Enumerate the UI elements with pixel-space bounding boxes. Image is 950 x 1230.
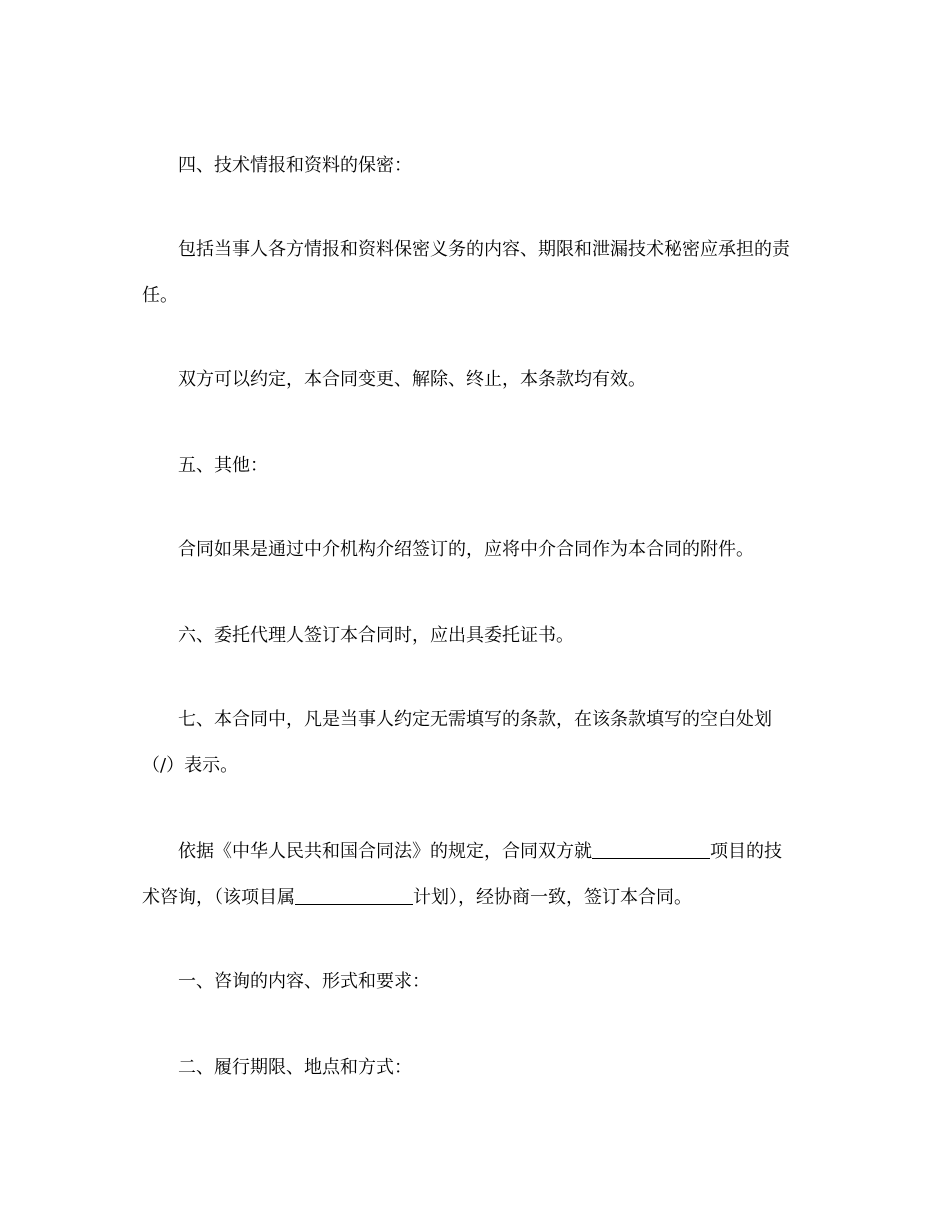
basis-line-1-text: 依据《中华人民共和国合同法》的规定，合同双方就 bbox=[178, 841, 592, 862]
clause-7-line-1: 七、本合同中，凡是当事人约定无需填写的条款，在该条款填写的空白处划 bbox=[178, 709, 772, 730]
basis-line-1 bbox=[178, 840, 858, 864]
clause-4-body-line-1: 包括当事人各方情报和资料保密义务的内容、期限和泄漏技术秘密应承担的责 bbox=[178, 239, 790, 260]
clause-4-validity: 双方可以约定，本合同变更、解除、终止，本条款均有效。 bbox=[178, 369, 646, 390]
clause-7-line-2: （/）表示。 bbox=[142, 755, 239, 776]
basis-line-2 bbox=[142, 886, 822, 910]
basis-line-2-tail: 计划），经协商一致，签订本合同。 bbox=[413, 887, 692, 908]
clause-4-body-line-2: 任。 bbox=[142, 285, 178, 306]
basis-line-2-text: 术咨询，（该项目属 bbox=[142, 887, 295, 908]
section-1-heading: 一、咨询的内容、形式和要求： bbox=[178, 971, 430, 992]
section-2-heading: 二、履行期限、地点和方式： bbox=[178, 1057, 412, 1078]
clause-5-heading: 五、其他： bbox=[178, 455, 268, 476]
plan-name-blank[interactable] bbox=[295, 886, 413, 905]
clause-5-body: 合同如果是通过中介机构介绍签订的，应将中介合同作为本合同的附件。 bbox=[178, 539, 754, 560]
clause-4-heading: 四、技术情报和资料的保密： bbox=[178, 155, 412, 176]
clause-6: 六、委托代理人签订本合同时，应出具委托证书。 bbox=[178, 625, 574, 646]
project-name-blank[interactable] bbox=[592, 840, 710, 859]
basis-line-1-tail: 项目的技 bbox=[710, 841, 782, 862]
